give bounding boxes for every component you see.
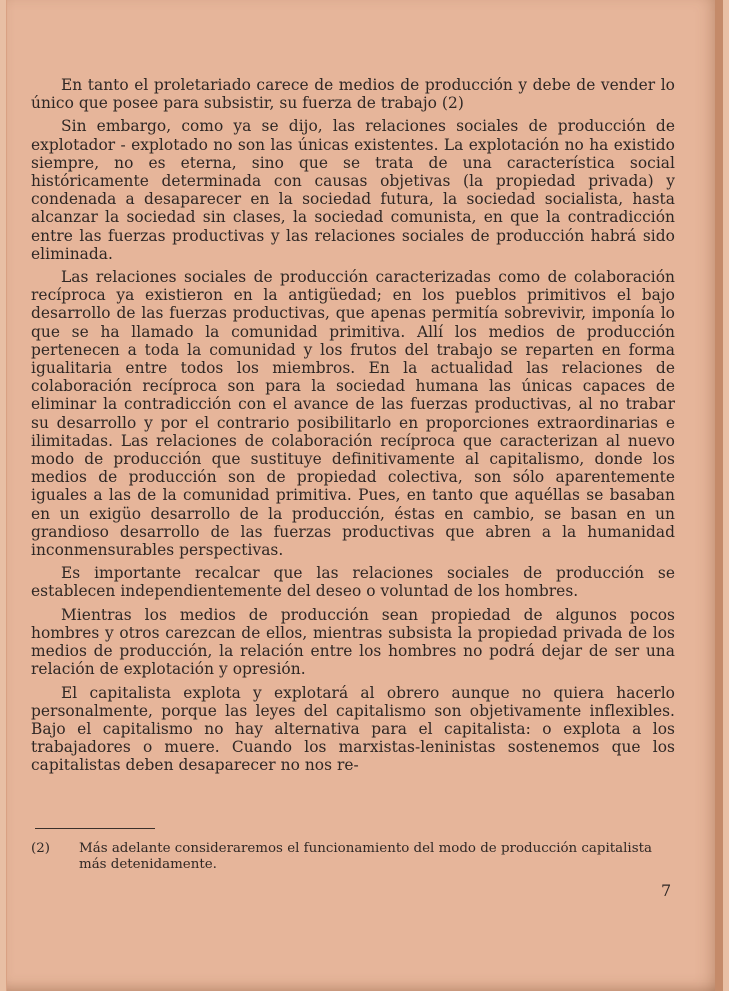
footnote-mark: (2) — [31, 841, 50, 856]
body-text — [31, 76, 675, 780]
page-spine-shadow — [715, 0, 723, 991]
paragraph-1: En tanto el proletariado carece de medios de producción y debe de vender lo único que posee para subsistir, su fuerza de trabajo (2) — [31, 76, 675, 113]
footnote-text: Más adelante consideraremos el funcionamiento del modo de producción capitalista más detenidamente. — [79, 841, 652, 872]
paragraph-3: Las relaciones sociales de producción caracterizadas como de colaboración recíproca ya existieron en la antigüedad; en los pueblos primitivos el bajo desarrollo de las fuerzas productivas, que apenas permitía sobrevivir, imponía lo que se ha llamado la comunidad primitiva. Allí los medios de producción pertenecen a toda la comunidad y los frutos del trabajo se reparten en forma igualitaria entre todos los miembros. En la actualidad las relaciones de colaboración recíproca son para la sociedad humana las únicas capaces de eliminar la contradicción con el avance de las fuerzas productivas, al no trabar su desarrollo y por el contrario posibilitarlo en proporciones extraordinarias e ilimitadas. Las relaciones de colaboración recíproca que caracterizan al nuevo modo de producción que sustituye definitivamente al capitalismo, donde los medios de producción son de propiedad colectiva, son sólo aparentemente iguales a las de la comunidad primitiva. Pues, en tanto que aquéllas se basaban en un exigüo desarrollo de la producción, éstas en cambio, se basan en un grandioso desarrollo de las fuerzas productivas que abren a la humanidad inconmensurables perspectivas. — [31, 268, 675, 560]
paragraph-6: El capitalista explota y explotará al obrero aunque no quiera hacerlo personalmente, porque las leyes del capitalismo son objetivamente inflexibles. Bajo el capitalismo no hay alternativa para el capitalista: o explota a los trabajadores o muere. Cuando los marxistas-leninistas sostenemos que los capitalistas deben desaparecer no nos re- — [31, 683, 675, 775]
paragraph-5: Mientras los medios de producción sean propiedad de algunos pocos hombres y otros carezcan de ellos, mientras subsista la propiedad privada de los medios de producción, la relación entre los hombres no podrá dejar de ser una relación de explotación y opresión. — [31, 605, 675, 679]
book-page — [6, 0, 723, 991]
page-number: 7 — [661, 881, 672, 900]
paragraph-2: Sin embargo, como ya se dijo, las relaciones sociales de producción de explotador - explotado no son las únicas existentes. La explotación no ha existido siempre, no es eterna, sino que se trata de una característica social históricamente determinada con causas objetivas (la propiedad privada) y condenada a desaparecer en la sociedad futura, la sociedad socialista, hasta alcanzar la sociedad sin clases, la sociedad comunista, en que la contradicción entre las fuerzas productivas y las relaciones sociales de producción habrá sido eliminada. — [31, 117, 675, 263]
footnote — [31, 841, 677, 873]
footnote-separator — [35, 828, 155, 829]
paragraph-4: Es importante recalcar que las relaciones sociales de producción se establecen independientemente del deseo o voluntad de los hombres. — [31, 564, 675, 601]
